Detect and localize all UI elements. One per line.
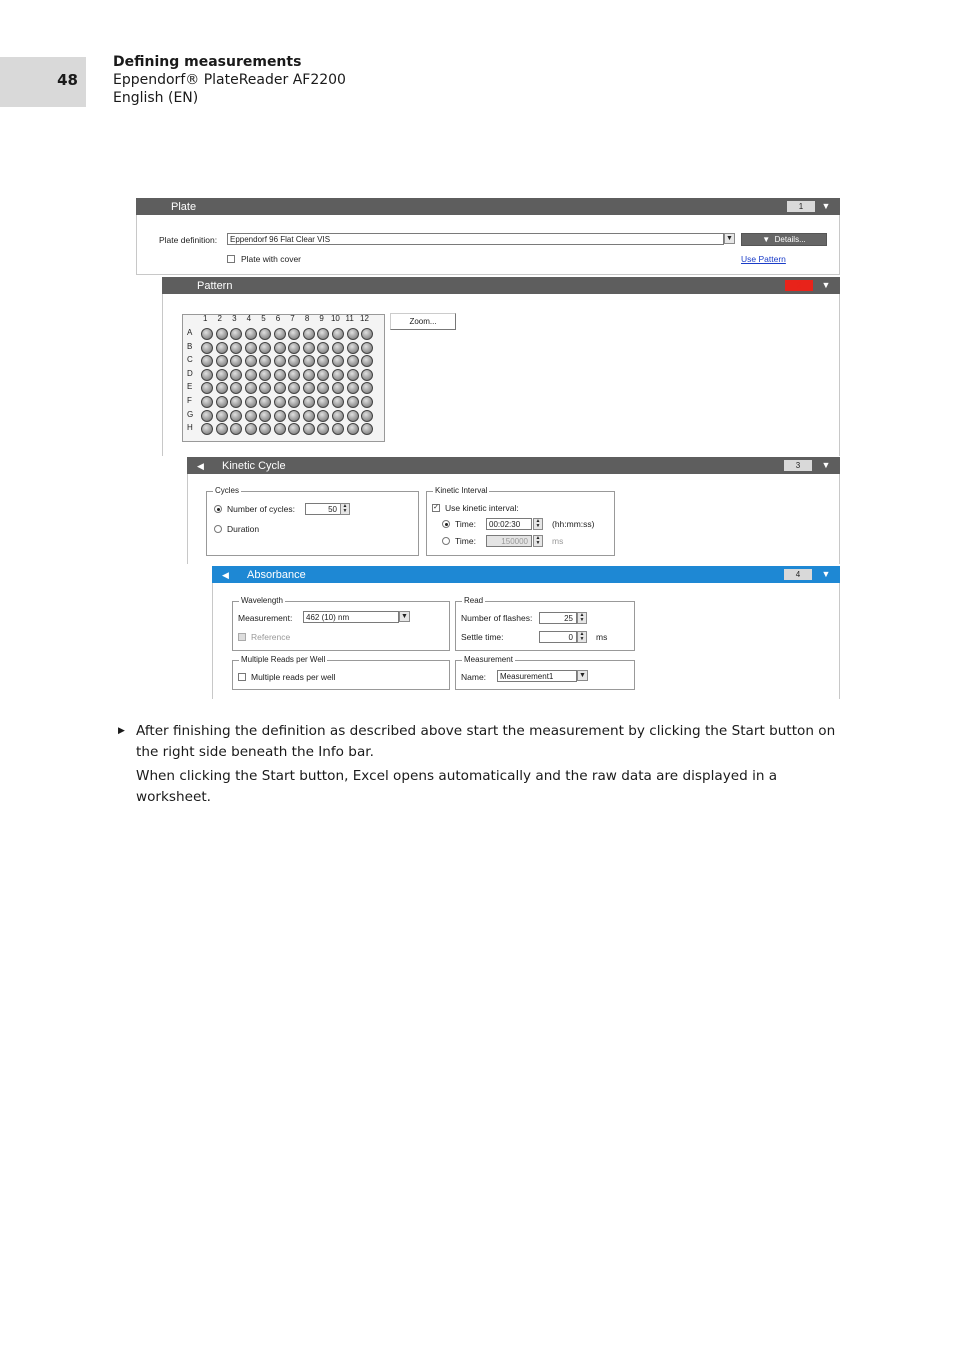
measurement-name-group-label: Measurement (464, 655, 513, 664)
well[interactable] (347, 355, 359, 367)
column-label: 9 (319, 314, 324, 323)
measurement-select[interactable]: 462 (10) nm (303, 611, 399, 623)
details-button-label: Details... (774, 235, 806, 244)
well[interactable] (230, 355, 242, 367)
well[interactable] (259, 328, 271, 340)
cycles-label: Number of cycles: (227, 504, 296, 514)
well[interactable] (201, 410, 213, 422)
plate-section-number: 1 (787, 201, 815, 212)
well[interactable] (303, 410, 315, 422)
well[interactable] (230, 369, 242, 381)
well[interactable] (230, 382, 242, 394)
cycles-radio[interactable] (214, 505, 222, 513)
column-label: 3 (232, 314, 237, 323)
chevron-down-icon[interactable]: ▼ (821, 280, 831, 290)
well[interactable] (201, 369, 213, 381)
well[interactable] (347, 369, 359, 381)
software-screenshot (136, 197, 840, 699)
spinner-icon[interactable]: ▲ ▼ (577, 612, 587, 624)
plate-title: Plate (171, 201, 197, 213)
well[interactable] (274, 423, 286, 435)
well[interactable] (230, 423, 242, 435)
well[interactable] (347, 382, 359, 394)
plate-definition-label: Plate definition: (159, 235, 218, 245)
well[interactable] (201, 396, 213, 408)
name-select[interactable]: Measurement1 (497, 670, 577, 682)
column-label: 2 (217, 314, 222, 323)
column-label: 5 (261, 314, 266, 323)
well[interactable] (347, 342, 359, 354)
well[interactable] (259, 410, 271, 422)
absorbance-title: Absorbance (247, 569, 306, 581)
well[interactable] (216, 410, 228, 422)
absorbance-header-bar[interactable] (212, 566, 840, 583)
well-plate-grid[interactable] (182, 314, 385, 442)
well[interactable] (274, 355, 286, 367)
well[interactable] (288, 369, 300, 381)
cycles-group (206, 486, 419, 556)
chevron-down-icon[interactable]: ▼ (577, 670, 588, 681)
well[interactable] (361, 369, 373, 381)
well[interactable] (259, 423, 271, 435)
well[interactable] (303, 382, 315, 394)
column-label: 12 (360, 314, 369, 323)
well[interactable] (361, 328, 373, 340)
well[interactable] (288, 355, 300, 367)
multiple-reads-checkbox[interactable] (238, 673, 246, 681)
column-label: 7 (290, 314, 295, 323)
column-label: 1 (203, 314, 208, 323)
chevron-down-icon[interactable]: ▼ (724, 233, 735, 244)
row-label: C (187, 355, 193, 365)
well[interactable] (303, 369, 315, 381)
arrow-left-icon[interactable]: ◀ (197, 461, 204, 471)
column-label: 11 (345, 314, 354, 323)
well[interactable] (274, 342, 286, 354)
well[interactable] (361, 396, 373, 408)
well[interactable] (259, 382, 271, 394)
well[interactable] (274, 396, 286, 408)
flashes-input[interactable]: 25 (539, 612, 577, 624)
time-unit: (hh:mm:ss) (552, 519, 595, 529)
row-label: G (187, 409, 194, 419)
well[interactable] (332, 396, 344, 408)
well[interactable] (332, 382, 344, 394)
plate-definition-select[interactable]: Eppendorf 96 Flat Clear VIS (227, 233, 724, 245)
kinetic-section-number: 3 (784, 460, 812, 471)
well[interactable] (317, 423, 329, 435)
time-label: Time: (455, 519, 476, 529)
row-label: A (187, 328, 193, 337)
well[interactable] (288, 342, 300, 354)
column-label: 10 (330, 314, 340, 323)
bullet-arrow-icon: ▶ (118, 726, 125, 736)
column-label: 4 (246, 314, 252, 323)
well[interactable] (288, 382, 300, 394)
well[interactable] (361, 355, 373, 367)
settle-unit: ms (596, 632, 608, 642)
plate-header-bar[interactable] (136, 198, 840, 215)
well[interactable] (347, 423, 359, 435)
well[interactable] (332, 355, 344, 367)
well[interactable] (288, 410, 300, 422)
well[interactable] (230, 342, 242, 354)
well[interactable] (259, 369, 271, 381)
cycles-input[interactable]: 50 (305, 503, 341, 515)
well[interactable] (332, 369, 344, 381)
reference-label: Reference (251, 632, 291, 642)
row-label: F (187, 396, 192, 405)
chevron-down-icon[interactable]: ▼ (821, 569, 831, 579)
duration-radio[interactable] (214, 525, 222, 533)
well[interactable] (216, 369, 228, 381)
well[interactable] (245, 369, 257, 381)
spinner-icon[interactable]: ▲ ▼ (577, 631, 587, 643)
well[interactable] (303, 355, 315, 367)
time-ms-radio[interactable] (442, 537, 450, 545)
well[interactable] (332, 328, 344, 340)
multiple-reads-group (232, 655, 450, 690)
reference-checkbox[interactable] (238, 633, 246, 641)
header-product: Eppendorf® PlateReader AF2200 (113, 72, 346, 88)
page-number: 48 (57, 71, 78, 89)
plate-cover-label: Plate with cover (241, 254, 301, 264)
pattern-title: Pattern (197, 280, 233, 292)
well[interactable] (317, 355, 329, 367)
multiple-reads-label: Multiple reads per well (251, 672, 336, 682)
row-label: H (187, 423, 193, 433)
kinetic-header-bar[interactable] (187, 457, 840, 474)
well[interactable] (245, 423, 257, 435)
time-ms-unit: ms (552, 536, 564, 546)
chevron-down-icon[interactable]: ▼ (821, 201, 831, 211)
read-group (455, 596, 635, 651)
well[interactable] (230, 396, 242, 408)
plate-panel (136, 215, 840, 275)
well[interactable] (303, 396, 315, 408)
well[interactable] (259, 355, 271, 367)
row-label: E (187, 382, 193, 392)
well[interactable] (332, 410, 344, 422)
well[interactable] (201, 423, 213, 435)
details-button[interactable]: ▼ Details... (741, 233, 827, 246)
time-ms-label: Time: (455, 536, 476, 546)
well[interactable] (201, 355, 213, 367)
name-label: Name: (461, 672, 487, 682)
well[interactable] (317, 382, 329, 394)
well[interactable] (347, 396, 359, 408)
plate-cover-checkbox[interactable] (227, 255, 235, 263)
duration-label: Duration (227, 524, 260, 534)
well[interactable] (274, 410, 286, 422)
well[interactable] (274, 382, 286, 394)
use-interval-checkbox[interactable]: ✓ (433, 504, 439, 511)
well[interactable] (288, 396, 300, 408)
well[interactable] (245, 342, 257, 354)
column-label: 6 (275, 314, 281, 323)
chevron-down-icon[interactable]: ▼ (821, 460, 831, 470)
well[interactable] (201, 382, 213, 394)
well[interactable] (288, 328, 300, 340)
use-pattern-link[interactable]: Use Pattern (741, 254, 786, 264)
well[interactable] (245, 382, 257, 394)
use-interval-label: Use kinetic interval: (445, 503, 519, 513)
settle-input[interactable]: 0 (539, 631, 577, 643)
pattern-section-number: 2 (785, 280, 813, 291)
spinner-icon[interactable]: ▲ ▼ (533, 518, 543, 530)
multiple-reads-group-label: Multiple Reads per Well (241, 655, 326, 664)
well[interactable] (361, 410, 373, 422)
well[interactable] (288, 423, 300, 435)
column-label: 8 (304, 314, 310, 323)
well[interactable] (216, 328, 228, 340)
well[interactable] (332, 342, 344, 354)
well[interactable] (347, 328, 359, 340)
measurement-name-group (455, 655, 635, 690)
well[interactable] (201, 342, 213, 354)
well[interactable] (317, 396, 329, 408)
time-ms-input[interactable]: 150000 (486, 535, 532, 547)
wavelength-group (232, 596, 450, 651)
measurement-label: Measurement: (238, 613, 293, 623)
kinetic-interval-group (426, 486, 615, 556)
time-radio[interactable] (442, 520, 450, 528)
zoom-button[interactable]: Zoom... (390, 313, 456, 330)
well[interactable] (274, 328, 286, 340)
well[interactable] (230, 410, 242, 422)
well[interactable] (216, 423, 228, 435)
step-text: After finishing the definition as described above start the measurement by clicking the Start button on the right side beneath the Info bar. (136, 723, 836, 760)
wavelength-group-label: Wavelength (241, 596, 283, 605)
well[interactable] (201, 328, 213, 340)
well[interactable] (259, 342, 271, 354)
well[interactable] (332, 423, 344, 435)
spinner-icon[interactable]: ▲ ▼ (340, 503, 350, 515)
well[interactable] (259, 396, 271, 408)
well[interactable] (361, 382, 373, 394)
well[interactable] (245, 396, 257, 408)
well[interactable] (303, 342, 315, 354)
row-label: D (187, 368, 193, 378)
kinetic-title: Kinetic Cycle (222, 460, 286, 472)
well[interactable] (245, 410, 257, 422)
well[interactable] (216, 396, 228, 408)
time-input[interactable]: 00:02:30 (486, 518, 532, 530)
well[interactable] (303, 328, 315, 340)
well[interactable] (274, 369, 286, 381)
well[interactable] (216, 355, 228, 367)
pattern-header-bar[interactable] (162, 277, 840, 294)
read-group-label: Read (464, 596, 484, 605)
well[interactable] (216, 382, 228, 394)
well[interactable] (245, 328, 257, 340)
running-header (113, 53, 346, 107)
well[interactable] (361, 423, 373, 435)
header-section: Defining measurements (113, 54, 302, 70)
settle-label: Settle time: (461, 632, 504, 642)
well[interactable] (216, 342, 228, 354)
header-language: English (EN) (113, 90, 199, 106)
chevron-down-icon[interactable]: ▼ (399, 611, 410, 622)
cycles-group-label: Cycles (215, 486, 240, 495)
kinetic-interval-group-label: Kinetic Interval (435, 486, 488, 495)
well[interactable] (361, 342, 373, 354)
well[interactable] (317, 410, 329, 422)
well[interactable] (245, 355, 257, 367)
well[interactable] (317, 369, 329, 381)
well[interactable] (230, 328, 242, 340)
arrow-left-icon[interactable]: ◀ (222, 570, 229, 580)
flashes-label: Number of flashes: (461, 613, 533, 623)
well[interactable] (347, 410, 359, 422)
row-label: B (187, 341, 193, 351)
absorbance-section-number: 4 (784, 569, 812, 580)
well[interactable] (317, 328, 329, 340)
well[interactable] (303, 423, 315, 435)
spinner-icon[interactable]: ▲ ▼ (533, 535, 543, 547)
result-text: When clicking the Start button, Excel opens automatically and the raw data are displayed in a worksheet. (136, 768, 778, 805)
well[interactable] (317, 342, 329, 354)
